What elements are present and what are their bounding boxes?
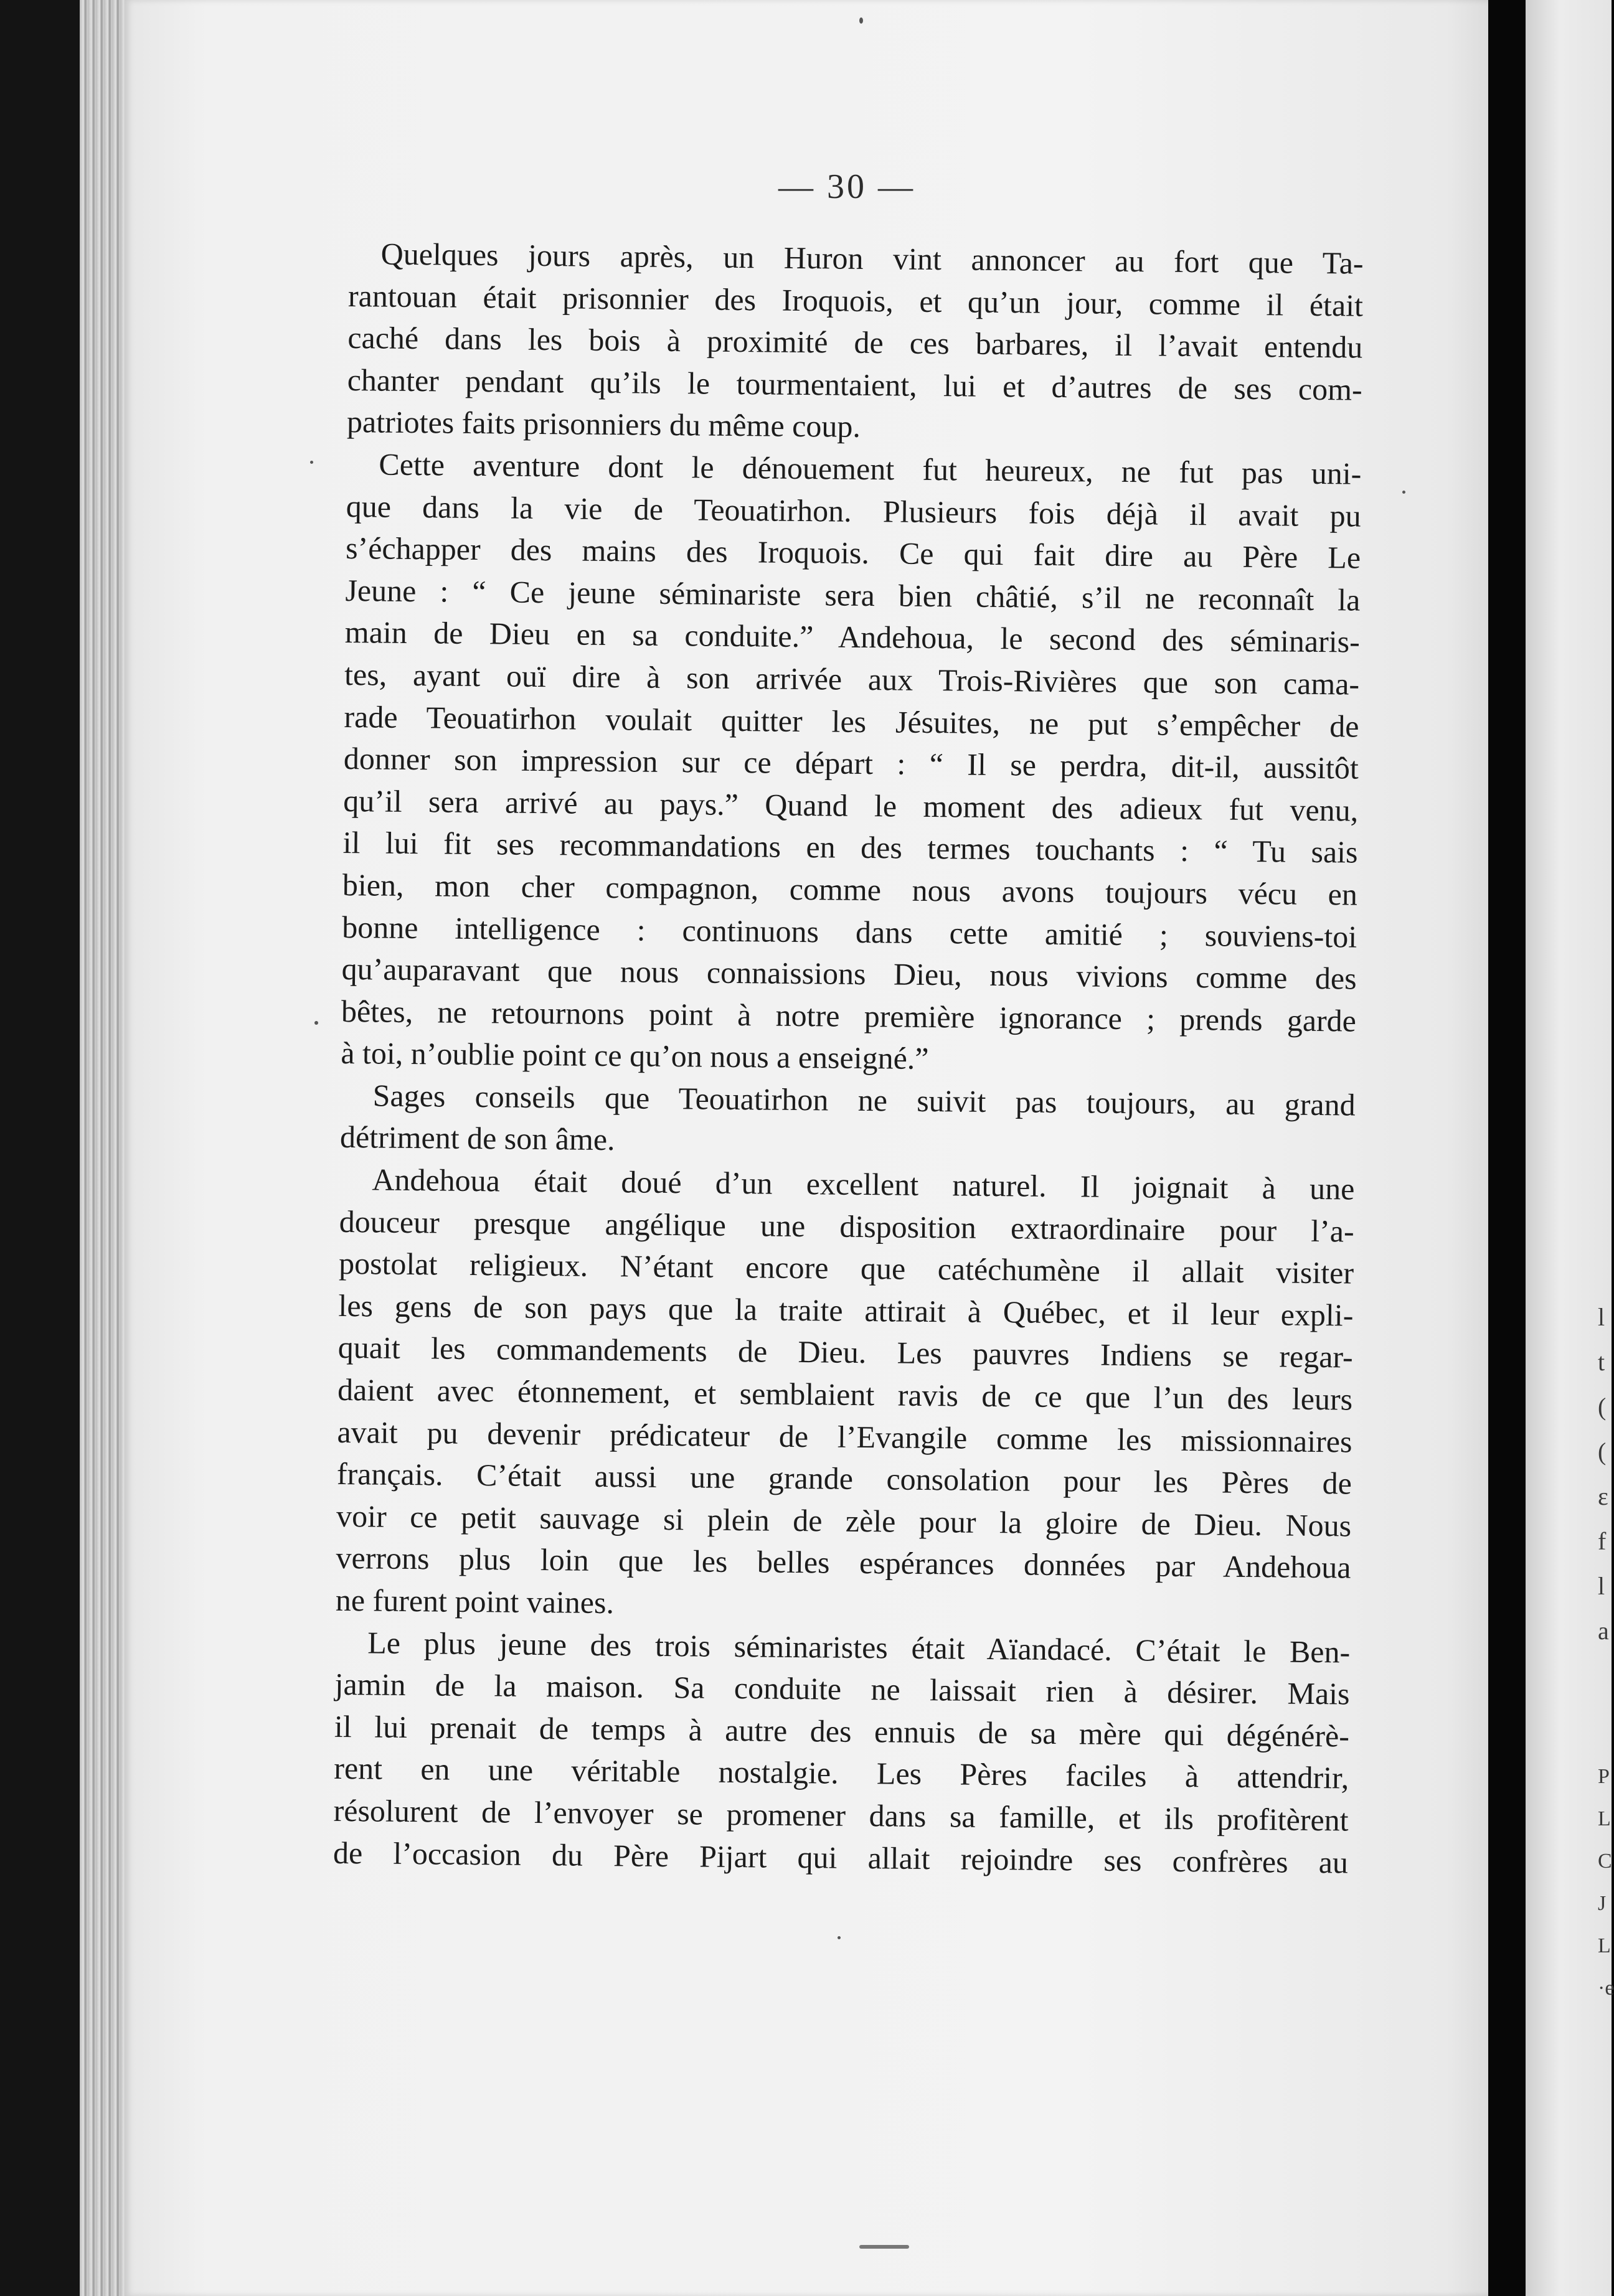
text-line: qu’il sera arrivé au pays.” Quand le moment des adieux fut venu, bbox=[342, 783, 1359, 828]
text-line: quait les commandements de Dieu. Les pauvres Indiens se regar- bbox=[337, 1330, 1354, 1375]
text-line: patriotes faits prisonniers du même coup. bbox=[346, 404, 861, 445]
text-line: résolurent de l’envoyer se promener dans sa famille, et ils profitèrent bbox=[333, 1792, 1349, 1838]
text-line: rade Teouatirhon voulait quitter les Jésuites, ne put s’empêcher de bbox=[344, 699, 1359, 744]
adjacent-page-letters-top bbox=[1598, 1295, 1609, 1654]
book-page-edges bbox=[80, 0, 130, 2296]
text-line: voir ce petit sauvage si plein de zèle pour la gloire de Dieu. Nous bbox=[336, 1498, 1352, 1543]
text-line: Quelques jours après, un Huron vint annoncer au fort que Ta- bbox=[380, 236, 1364, 281]
text-line: daient avec étonnement, et semblaient ravis de ce que l’un des leurs bbox=[337, 1371, 1353, 1417]
text-line: que dans la vie de Teouatirhon. Plusieurs fois déjà il avait pu bbox=[346, 488, 1361, 534]
text-line: main de Dieu en sa conduite.” Andehoua, le second des séminaris- bbox=[344, 614, 1361, 659]
scan-speck bbox=[859, 17, 863, 24]
text-line: Sages conseils que Teouatirhon ne suivit pas toujours, au grand bbox=[372, 1078, 1356, 1122]
text-line: ne furent point vaines. bbox=[335, 1582, 615, 1621]
adjacent-letter: ( bbox=[1598, 1393, 1607, 1421]
text-line: avait pu devenir prédicateur de l’Evangile comme les missionnaires bbox=[337, 1414, 1352, 1459]
text-line: rantouan était prisonnier des Iroquois, et qu’un jour, comme il était bbox=[347, 278, 1364, 323]
body-text bbox=[333, 233, 1364, 1884]
text-line: les gens de son pays que la traite attirait à Québec, et il leur expli- bbox=[338, 1287, 1354, 1333]
text-line: français. C’était aussi une grande consolation pour les Pères de bbox=[336, 1456, 1352, 1501]
adjacent-letter: a bbox=[1598, 1617, 1609, 1645]
book-gutter bbox=[1488, 0, 1526, 2296]
adjacent-letter: ε bbox=[1598, 1482, 1608, 1510]
text-line: bien, mon cher compagnon, comme nous avons toujours vécu en bbox=[342, 867, 1358, 912]
text-line: rent en une véritable nostalgie. Les Pères faciles à attendrir, bbox=[334, 1751, 1349, 1795]
text-line: à toi, n’oublie point ce qu’on nous a enseigné.” bbox=[341, 1035, 929, 1076]
text-line: s’échapper des mains des Iroquois. Ce qui fait dire au Père Le bbox=[345, 530, 1361, 575]
text-line: verrons plus loin que les belles espérances données par Andehoua bbox=[336, 1540, 1351, 1585]
page-number: — 30 — bbox=[778, 167, 915, 206]
text-line: tes, ayant ouï dire à son arrivée aux Trois-Rivières que son cama- bbox=[344, 656, 1360, 702]
adjacent-letter: ( bbox=[1598, 1437, 1607, 1466]
text-line: douceur presque angélique une disposition extraordinaire pour l’a- bbox=[339, 1203, 1354, 1249]
text-line: Andehoua était doué d’un excellent naturel. Il joignait à une bbox=[372, 1162, 1355, 1207]
text-line: bonne intelligence : continuons dans cette amitié ; souviens-toi bbox=[342, 909, 1357, 954]
adjacent-letter: C bbox=[1598, 1850, 1612, 1873]
scan-speck bbox=[838, 1936, 841, 1939]
text-line: chanter pendant qu’ils le tourmentaient, lui et d’autres de ses com- bbox=[347, 362, 1362, 407]
text-line: caché dans les bois à proximité de ces barbares, il l’avait entendu bbox=[347, 320, 1363, 365]
scan-speck bbox=[310, 461, 313, 464]
text-line: il lui prenait de temps à autre des ennuis de sa mère qui dégénérè- bbox=[334, 1708, 1350, 1754]
scan-speck bbox=[1402, 491, 1405, 494]
adjacent-letter: l bbox=[1598, 1572, 1605, 1600]
adjacent-page-letters-bottom bbox=[1598, 1756, 1614, 2010]
scan-speck bbox=[859, 2245, 909, 2249]
text-line: Cette aventure dont le dénouement fut heureux, ne fut pas uni- bbox=[379, 446, 1362, 491]
adjacent-letter: f bbox=[1598, 1527, 1607, 1555]
scan-speck bbox=[314, 1021, 318, 1025]
adjacent-letter: P bbox=[1598, 1765, 1610, 1788]
scan-left-margin bbox=[0, 0, 80, 2296]
adjacent-letter: J bbox=[1598, 1892, 1607, 1915]
adjacent-letter: t bbox=[1598, 1348, 1605, 1376]
text-line: il lui fit ses recommandations en des termes touchants : “ Tu sais bbox=[342, 825, 1358, 870]
text-line: donner son impression sur ce départ : “ Il se perdra, dit-il, aussitôt bbox=[343, 741, 1359, 786]
text-line: postolat religieux. N’étant encore que catéchumène il allait visiter bbox=[338, 1246, 1354, 1291]
text-line: qu’auparavant que nous connaissions Dieu, nous vivions comme des bbox=[341, 951, 1357, 996]
adjacent-letter: l bbox=[1598, 1303, 1605, 1331]
text-line: jamin de la maison. Sa conduite ne laissait rien à désirer. Mais bbox=[334, 1667, 1350, 1711]
text-line: Jeune : “ Ce jeune séminariste sera bien châtié, s’il ne reconnaît la bbox=[345, 572, 1361, 618]
adjacent-letter: L bbox=[1598, 1807, 1611, 1830]
text-line: bêtes, ne retournons point à notre première ignorance ; prends garde bbox=[341, 993, 1357, 1038]
adjacent-letter: ·e bbox=[1598, 1977, 1614, 2000]
text-line: détriment de son âme. bbox=[339, 1119, 615, 1157]
adjacent-letter: L bbox=[1598, 1934, 1611, 1957]
text-line: de l’occasion du Père Pijart qui allait rejoindre ses confrères au bbox=[333, 1835, 1349, 1880]
text-line: Le plus jeune des trois séminaristes était Aïandacé. C’était le Ben- bbox=[367, 1624, 1351, 1670]
